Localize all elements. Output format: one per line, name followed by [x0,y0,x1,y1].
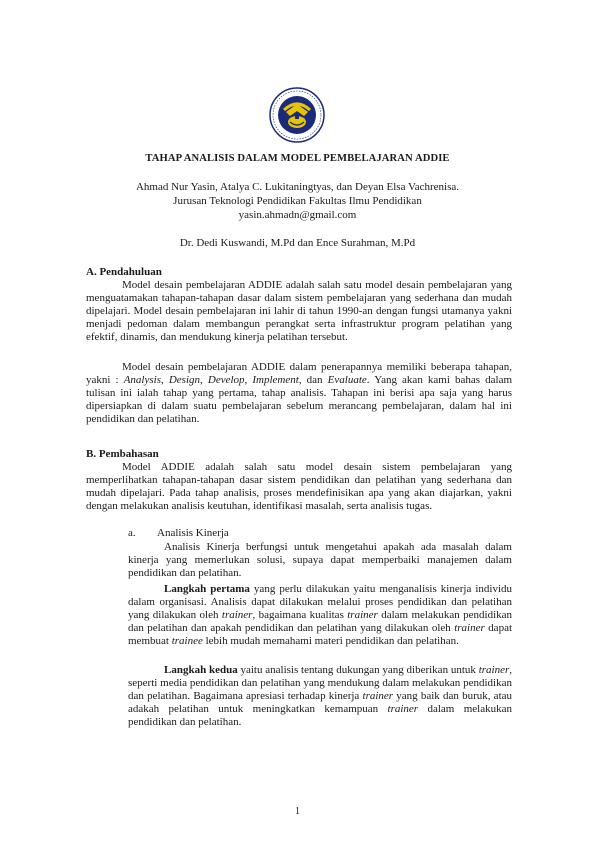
authors: Ahmad Nur Yasin, Atalya C. Lukitaningtyas, dan Deyan Elsa Vachrenisa. [135,181,460,193]
page-number: 1 [295,806,300,817]
subsection-paragraph-2: Langkah pertama yang perlu dilakukan yaitu menganalisis kinerja individu dalam organisasi. Analisis dapat dilakukan melalui proses pendidikan dan pelatihan yang dilakukan oleh trainer, bagaimana kualitas trainer dalam melakukan pendidikan dan pelatihan dan apakah pendidikan dan pelatihan yang dilakukan oleh trainer dapat membuat trainee lebih mudah memahami materi pendidikan dan pelatihan. [128,583,513,648]
supervisors: Dr. Dedi Kuswandi, M.Pd dan Ence Surahman, M.Pd [179,237,416,249]
list-item-marker: a. [128,527,136,539]
section-b-heading: B. Pembahasan [86,448,159,460]
section-a-paragraph-2: Model desain pembelajaran ADDIE dalam penerapannya memiliki beberapa tahapan, yakni : Analysis, Design, Develop, Implement, dan Evaluate. Yang akan kami bahas dalam tulisan ini ialah tahap yang pertama, tahap analisis. Tahapan ini berisi apa saja yang harus dipersiapkan di dalam suatu pembelajaran sebelum merancang pembelajaran, dalam hal ini pendidikan dan pelatihan. [86,361,513,426]
affiliation: Jurusan Teknologi Pendidikan Fakultas Ilmu Pendidikan [173,195,422,207]
section-a-heading: A. Pendahuluan [86,266,162,278]
paper-title: TAHAP ANALISIS DALAM MODEL PEMBELAJARAN ADDIE [145,153,450,164]
subsection-paragraph-3: Langkah kedua yaitu analisis tentang dukungan yang diberikan untuk trainer, seperti media pendidikan dan pelatihan yang mendukung dalam melakukan pendidikan dan pelatihan. Bagaimana apresiasi terhadap kinerja trainer yang baik dan buruk, atau adakah pelatihan untuk meningkatkan kemampuan trainer dalam melakukan pendidikan dan pelatihan. [128,664,513,729]
university-seal-logo [268,86,326,144]
section-a-paragraph-1: Model desain pembelajaran ADDIE adalah salah satu model desain pembelajaran yang menguatamakan tahapan-tahapan dasar dalam sistem pembelajaran yang sederhana dan mudah dipelajari. Model desain pembelajaran ini lahir di tahun 1990-an dengan fungsi utamanya yakni menjadi pedoman dalam membangun perangkat serta infrastruktur program pelatihan yang efektif, dinamis, dan mendukung kinerja pelatihan tersebut. [86,279,512,344]
section-b-paragraph-1: Model ADDIE adalah salah satu model desain sistem pembelajaran yang memperlihatkan tahapan-tahapan dasar sistem pendidikan dan pelatihan yang sederhana dan mudah dipelajari. Pada tahap analisis, proses mendefinisikan apa yang akan diajarkan, yakni dengan melakukan analisis keutuhan, identifikasi masalah, serta analisis tugas. [86,461,512,513]
author-email: yasin.ahmadn@gmail.com [238,209,357,221]
subsection-paragraph-1: Analisis Kinerja berfungsi untuk mengetahui apakah ada masalah dalam kinerja yang memerlukan solusi, supaya dapat memperbaiki manajemen dalam pendidikan dan pelatihan. [128,541,512,580]
list-item-label: Analisis Kinerja [157,527,229,539]
